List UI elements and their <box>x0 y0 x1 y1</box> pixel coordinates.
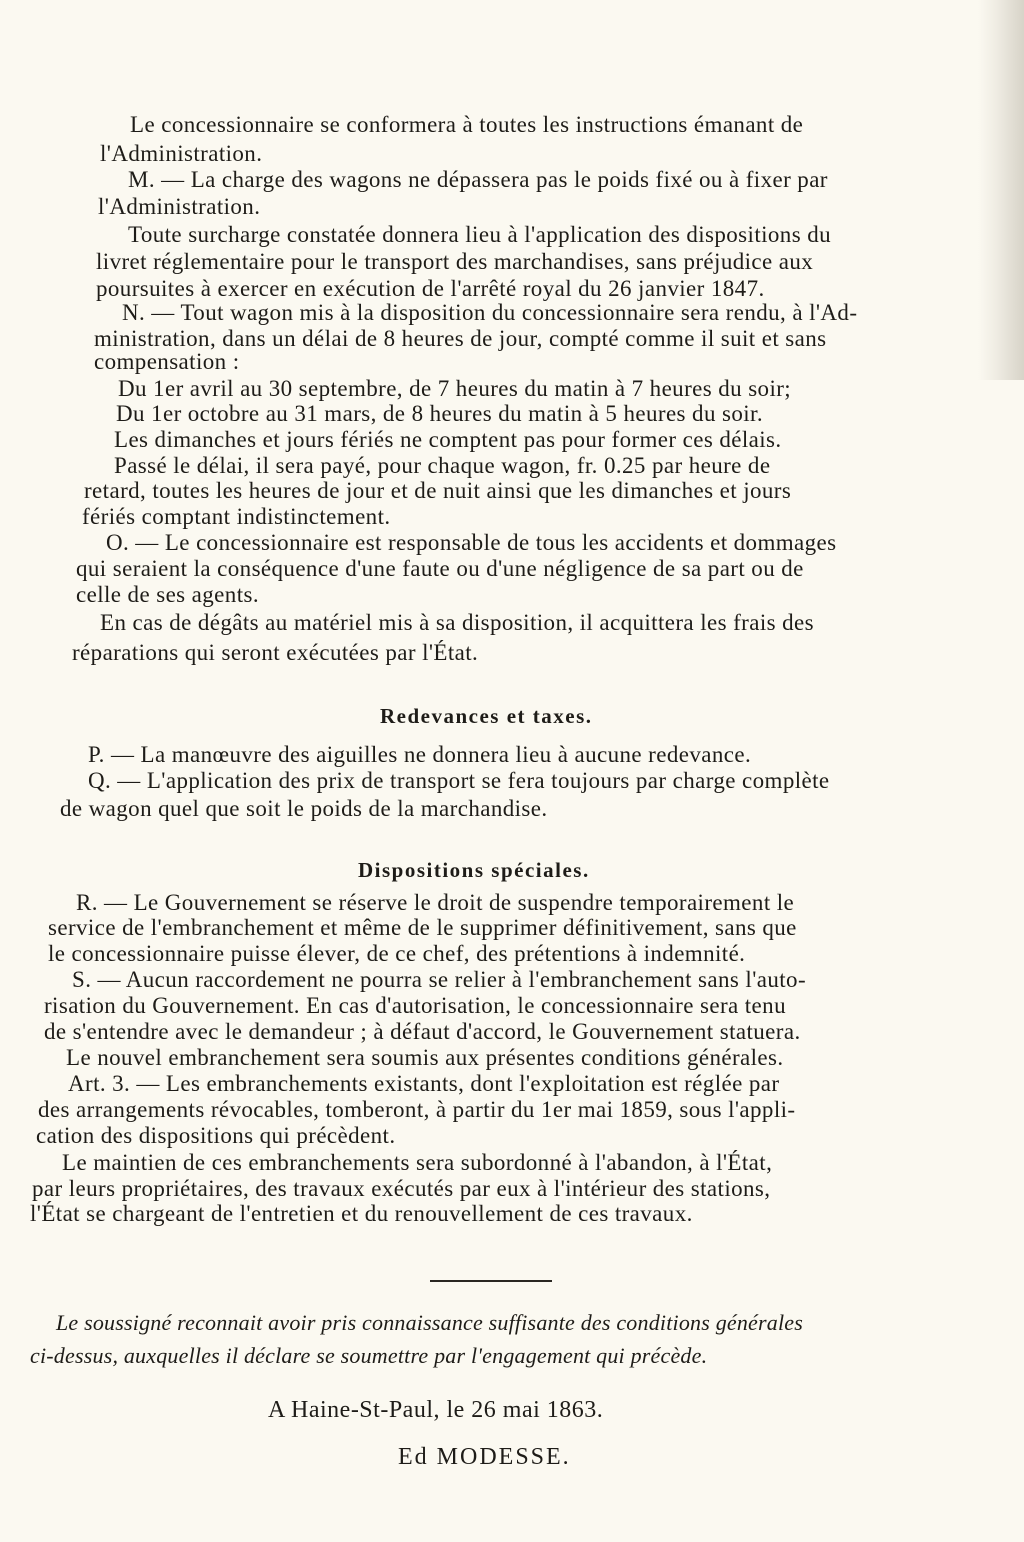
text-line: celle de ses agents. <box>76 582 259 607</box>
text-line: l'Administration. <box>98 194 261 219</box>
text-line: S. — Aucun raccordement ne pourra se relier à l'embranchement sans l'auto- <box>72 967 807 992</box>
text-line: livret réglementaire pour le transport des marchandises, sans préjudice aux <box>96 249 814 274</box>
text-line: M. — La charge des wagons ne dépassera pas le poids fixé ou à fixer par <box>128 167 828 192</box>
text-line: Toute surcharge constatée donnera lieu à l'application des dispositions du <box>128 222 832 247</box>
text-line: Q. — L'application des prix de transport se fera toujours par charge complète <box>88 768 830 793</box>
place-and-date: A Haine-St-Paul, le 26 mai 1863. <box>268 1397 604 1423</box>
text-line: En cas de dégâts au matériel mis à sa disposition, il acquittera les frais des <box>100 610 814 635</box>
text-line: des arrangements révocables, tomberont, à partir du 1er mai 1859, sous l'appli- <box>38 1097 796 1122</box>
text-line: Du 1er octobre au 31 mars, de 8 heures du matin à 5 heures du soir. <box>116 401 763 426</box>
text-line: P. — La manœuvre des aiguilles ne donnera lieu à aucune redevance. <box>88 742 752 767</box>
heading-dispositions: Dispositions spéciales. <box>358 858 590 882</box>
text-line: le concessionnaire puisse élever, de ce chef, des prétentions à indemnité. <box>48 941 746 966</box>
text-line: service de l'embranchement et même de le supprimer définitivement, sans que <box>48 915 797 940</box>
text-line: de s'entendre avec le demandeur ; à défaut d'accord, le Gouvernement statuera. <box>44 1019 801 1044</box>
closing-statement-line: Le soussigné reconnait avoir pris connaissance suffisante des conditions générales <box>56 1310 804 1335</box>
text-line: Le nouvel embranchement sera soumis aux présentes conditions générales. <box>66 1045 784 1070</box>
signature: Ed MODESSE. <box>398 1444 571 1470</box>
text-line: de wagon quel que soit le poids de la marchandise. <box>60 796 548 821</box>
text-line: l'Administration. <box>100 141 263 166</box>
text-line: retard, toutes les heures de jour et de nuit ainsi que les dimanches et jours <box>84 478 792 503</box>
page-edge-shadow <box>978 0 1024 380</box>
text-line: Art. 3. — Les embranchements existants, dont l'exploitation est réglée par <box>68 1071 780 1096</box>
heading-redevances: Redevances et taxes. <box>380 704 593 728</box>
text-line: réparations qui seront exécutées par l'État. <box>72 640 479 665</box>
text-line: par leurs propriétaires, des travaux exécutés par eux à l'intérieur des stations, <box>32 1176 771 1201</box>
text-line: O. — Le concessionnaire est responsable de tous les accidents et dommages <box>106 530 837 555</box>
text-line: Du 1er avril au 30 septembre, de 7 heures du matin à 7 heures du soir; <box>118 376 792 401</box>
closing-statement-line: ci-dessus, auxquelles il déclare se soumettre par l'engagement qui précède. <box>30 1343 708 1368</box>
text-line: compensation : <box>94 349 240 374</box>
text-line: ministration, dans un délai de 8 heures de jour, compté comme il suit et sans <box>94 326 827 351</box>
text-line: poursuites à exercer en exécution de l'arrêté royal du 26 janvier 1847. <box>96 276 765 301</box>
text-line: risation du Gouvernement. En cas d'autorisation, le concessionnaire sera tenu <box>44 993 786 1018</box>
text-line: l'État se chargeant de l'entretien et du renouvellement de ces travaux. <box>30 1201 693 1226</box>
text-line: Les dimanches et jours fériés ne comptent pas pour former ces délais. <box>114 427 782 452</box>
text-line: R. — Le Gouvernement se réserve le droit de suspendre temporairement le <box>76 890 795 915</box>
text-line: qui seraient la conséquence d'une faute ou d'une négligence de sa part ou de <box>76 556 804 581</box>
text-line: Passé le délai, il sera payé, pour chaque wagon, fr. 0.25 par heure de <box>114 453 771 478</box>
text-line: Le concessionnaire se conformera à toutes les instructions émanant de <box>130 112 804 137</box>
text-line: cation des dispositions qui précèdent. <box>36 1123 396 1148</box>
text-line: fériés comptant indistinctement. <box>82 504 391 529</box>
separator-rule <box>430 1280 552 1282</box>
text-line: N. — Tout wagon mis à la disposition du concessionnaire sera rendu, à l'Ad- <box>122 300 858 325</box>
text-line: Le maintien de ces embranchements sera subordonné à l'abandon, à l'État, <box>62 1150 773 1175</box>
